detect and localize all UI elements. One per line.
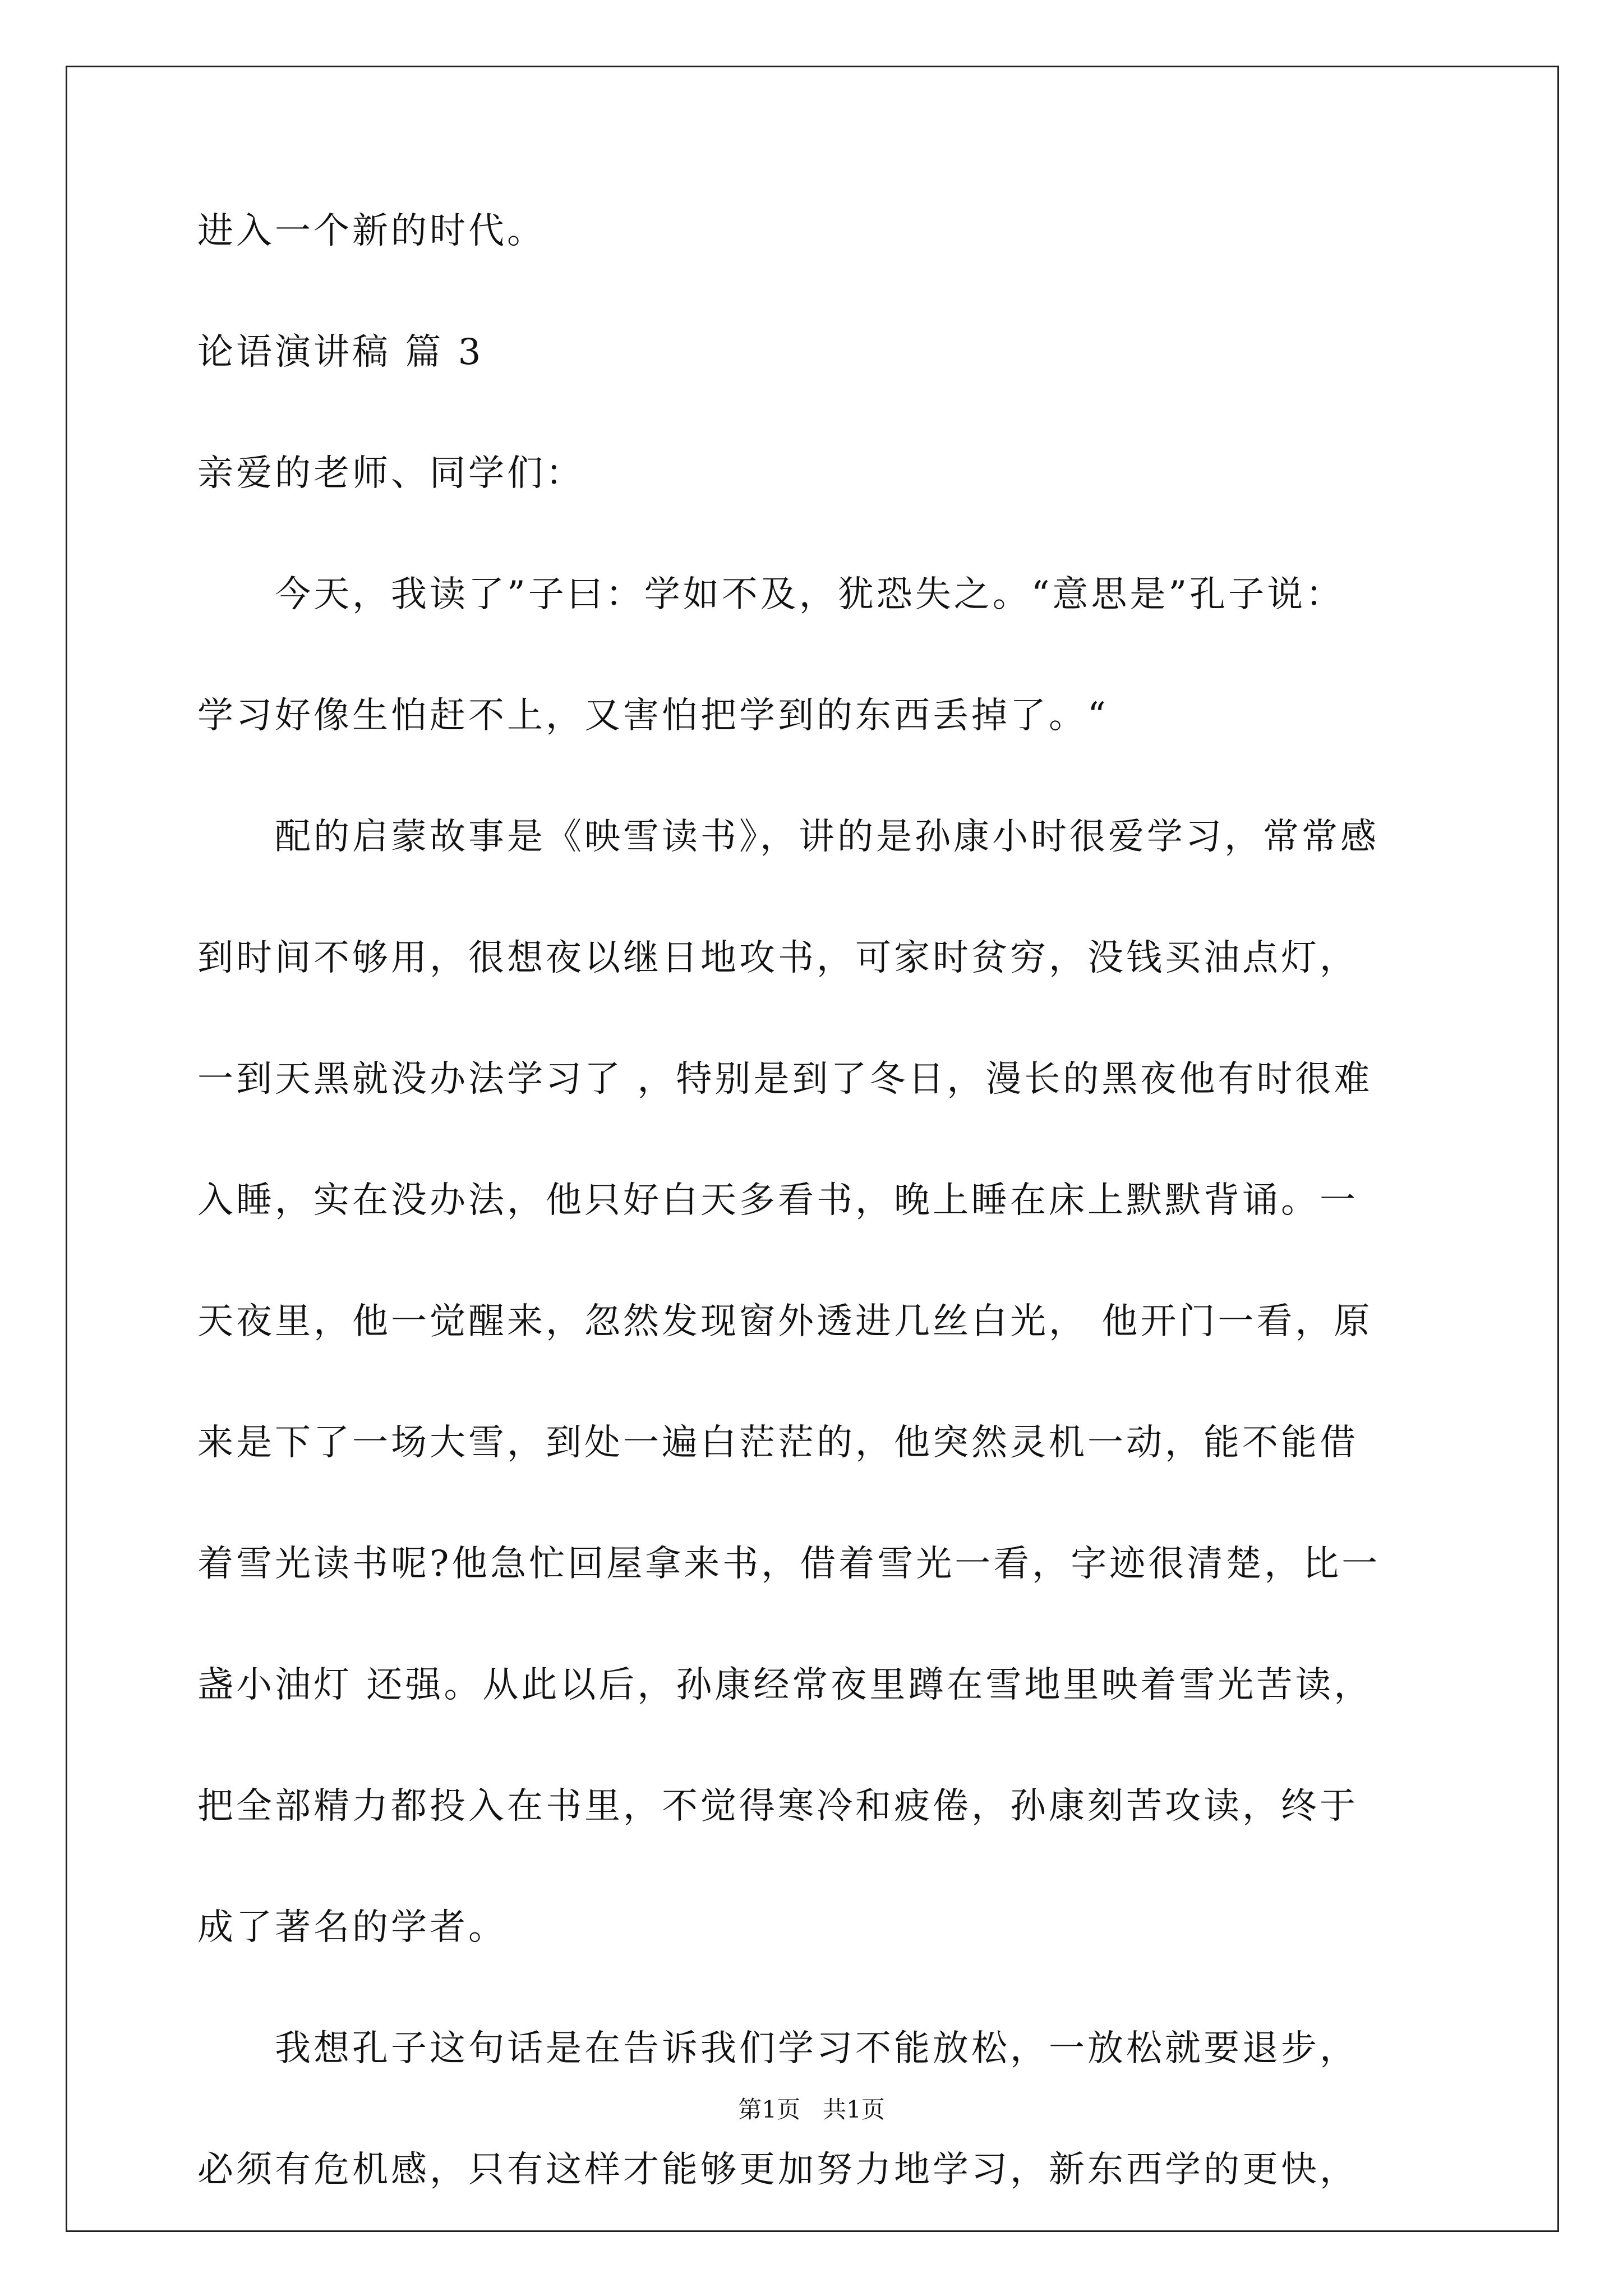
text-line: 盏小油灯 还强。从此以后，孙康经常夜里蹲在雪地里映着雪光苦读， (197, 1664, 1373, 1706)
text-line: 必须有危机感，只有这样才能够更加努力地学习，新东西学的更快， (197, 2149, 1358, 2191)
text-line: 到时间不够用，很想夜以继日地攻书，可家时贫穷，没钱买油点灯， (197, 937, 1358, 979)
section-heading: 论语演讲稿 篇 3 (197, 332, 484, 373)
text-line: 一到天黑就没办法学习了 ，特别是到了冬日，漫长的黑夜他有时很难 (197, 1059, 1373, 1100)
text-line: 成了著名的学者。 (197, 1907, 507, 1948)
text-line: 入睡，实在没办法，他只好白天多看书，晚上睡在床上默默背诵。一 (197, 1180, 1358, 1221)
text-line: 着雪光读书呢?他急忙回屋拿来书，借着雪光一看，字迹很清楚，比一 (197, 1543, 1381, 1585)
salutation: 亲爱的老师、同学们： (197, 453, 584, 494)
text-line: 天夜里，他一觉醒来，忽然发现窗外透进几丝白光， 他开门一看，原 (197, 1301, 1373, 1342)
text-line: 配的启蒙故事是《映雪读书》，讲的是孙康小时很爱学习，常常感 (197, 816, 1379, 858)
document-body (197, 210, 1454, 2191)
text-line: 今天，我读了”子曰：学如不及，犹恐失之。“意思是”孔子说： (197, 574, 1345, 615)
page-footer: 第1页 共1页 (738, 2096, 885, 2123)
text-line: 来是下了一场大雪，到处一遍白茫茫的，他突然灵机一动，能不能借 (197, 1422, 1358, 1464)
text-line: 进入一个新的时代。 (197, 210, 546, 252)
text-line: 学习好像生怕赶不上，又害怕把学到的东西丢掉了。“ (197, 695, 1109, 737)
text-line: 把全部精力都投入在书里，不觉得寒冷和疲倦，孙康刻苦攻读，终于 (197, 1786, 1358, 1827)
text-line: 我想孔子这句话是在告诉我们学习不能放松，一放松就要退步， (197, 2028, 1358, 2069)
